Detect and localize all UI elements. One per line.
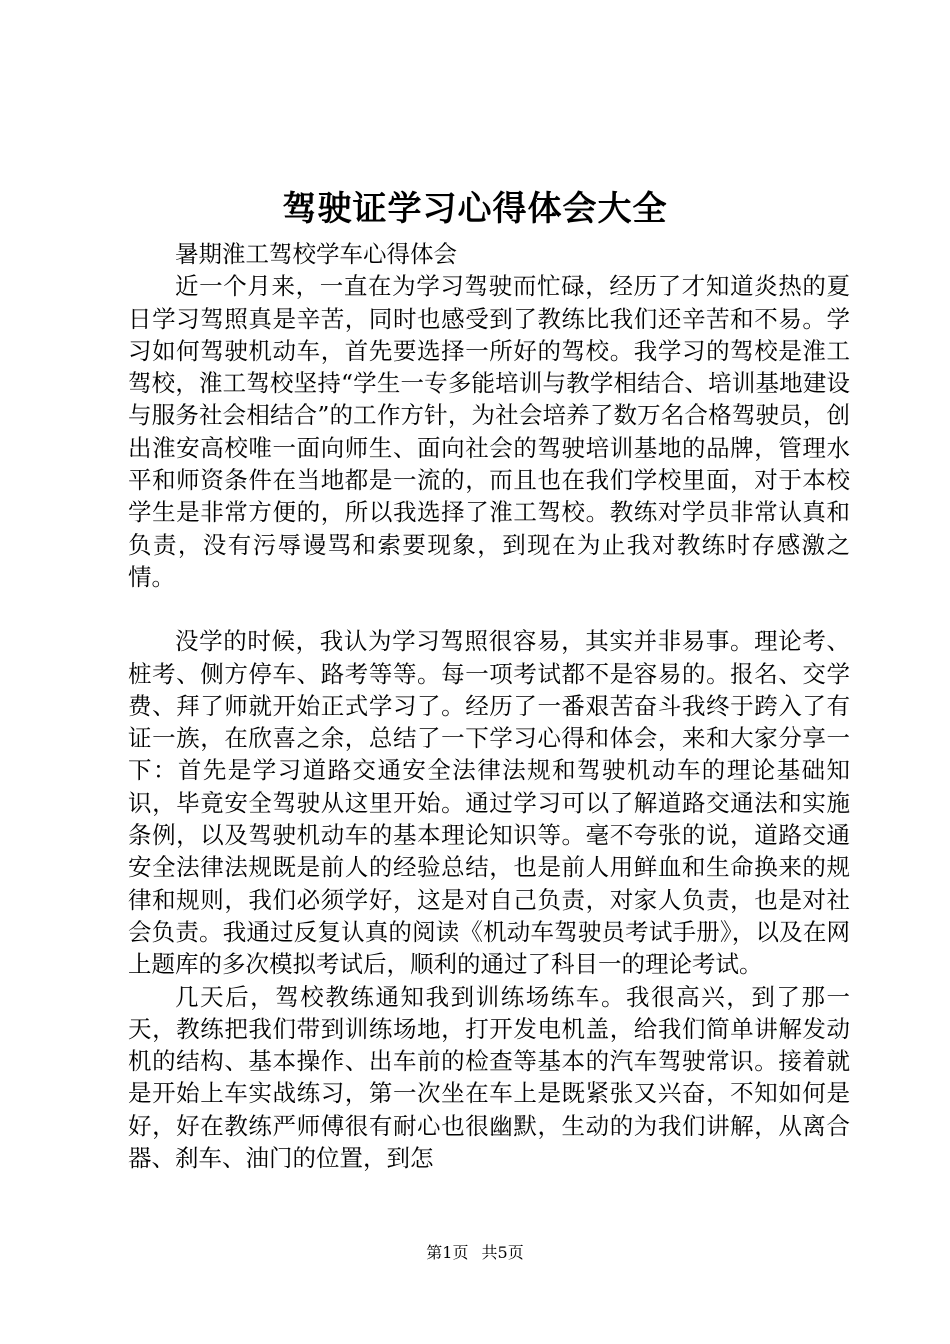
body-paragraph: 几天后，驾校教练通知我到训练场练车。我很高兴，到了那一天，教练把我们带到训练场地，打开发电机盖，给我们简单讲解发动机的结构、基本操作、出车前的检查等基本的汽车驾驶常识。接着就是开始上车实战练习，第一次坐在车上是既紧张又兴奋，不知如何是好，好在教练严师傅很有耐心也很幽默，生动的为我们讲解，从离合器、刹车、油门的位置，到怎 (128, 982, 850, 1173)
document-title: 驾驶证学习心得体会大全 (282, 189, 668, 229)
subtitle-paragraph: 暑期淮工驾校学车心得体会 (175, 240, 457, 268)
body-paragraph: 没学的时候，我认为学习驾照很容易，其实并非易事。理论考、桩考、侧方停车、路考等等。每一项考试都不是容易的。报名、交学费、拜了师就开始正式学习了。经历了一番艰苦奋斗我终于跨入了有证一族，在欣喜之余，总结了一下学习心得和体会，来和大家分享一下：首先是学习道路交通安全法律法规和驾驶机动车的理论基础知识，毕竟安全驾驶从这里开始。通过学习可以了解道路交通法和实施条例，以及驾驶机动车的基本理论知识等。毫不夸张的说，道路交通安全法律法规既是前人的经验总结，也是前人用鲜血和生命换来的规律和规则，我们必须学好，这是对自己负责，对家人负责，也是对社会负责。我通过反复认真的阅读《机动车驾驶员考试手册》，以及在网上题库的多次模拟考试后，顺利的通过了科目一的理论考试。 (128, 627, 850, 979)
document-body (128, 238, 850, 1174)
page-number: 第1页 (426, 1243, 469, 1262)
page-footer (0, 1242, 950, 1264)
page-total: 共5页 (481, 1243, 524, 1262)
body-paragraph: 近一个月来，一直在为学习驾驶而忙碌，经历了才知道炎热的夏日学习驾照真是辛苦，同时也感受到了教练比我们还辛苦和不易。学习如何驾驶机动车，首先要选择一所好的驾校。我学习的驾校是淮工驾校，淮工驾校坚持“学生一专多能培训与教学相结合、培训基地建设与服务社会相结合”的工作方针，为社会培养了数万名合格驾驶员，创出淮安高校唯一面向师生、面向社会的驾驶培训基地的品牌，管理水平和师资条件在当地都是一流的，而且也在我们学校里面，对于本校学生是非常方便的，所以我选择了淮工驾校。教练对学员非常认真和负责，没有污辱谩骂和索要现象，到现在为止我对教练时存感激之情。 (128, 272, 850, 591)
